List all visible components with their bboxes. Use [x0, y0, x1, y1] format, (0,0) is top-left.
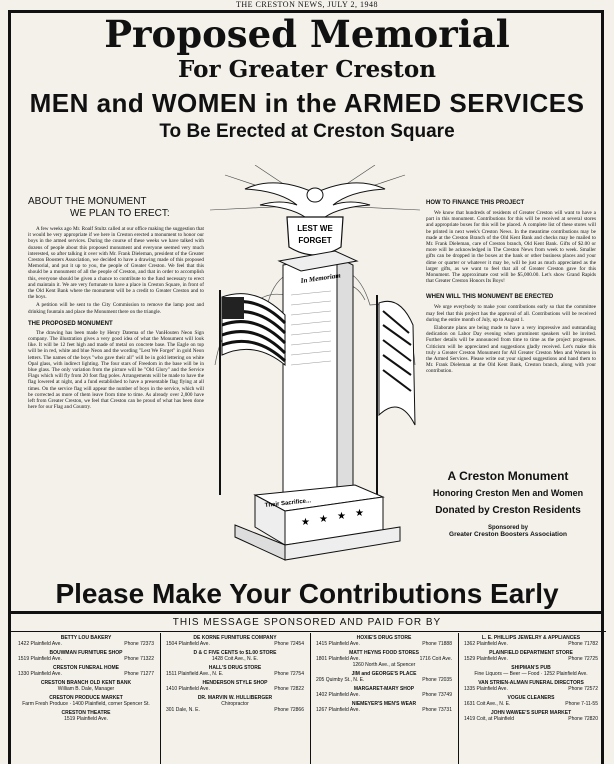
sponsor-entry: BOUWMAN FURNITURE SHOP 1519 Plainfield Ave. Phone 71322 [18, 650, 154, 662]
headline-for-greater-creston: For Greater Creston [178, 56, 436, 83]
creston-monument-box [416, 468, 600, 538]
base-inscription: Their Sacrifice... [264, 498, 312, 509]
sponsor-entry: NIEMEYER'S MEN'S WEAR 1267 Plainfield Ave. Phone 73731 [316, 701, 452, 713]
sponsor-divider-1 [160, 633, 161, 764]
creston-monument-title: A Creston Monument [447, 469, 569, 483]
sponsor-entry: MARGARET-MARY SHOP 1402 Plainfield Ave. Phone 73749 [316, 686, 452, 698]
contributions-banner: Please Make Your Contributions Early [55, 578, 559, 609]
proposed-monument-subheading: THE PROPOSED MONUMENT [28, 320, 113, 327]
proposed-monument-paragraph: The drawing has been made by Henry Datema of the VanHouten Neon Sign company. The illustration gives a very good idea of what the Monument will look like. It will be 12 feet high and made of metal on concrete base. The Eagle on top will be in red, white and blue Neon and the wording "Lest We Forget" in gold Neon letters. The names of the boys "who gave their all" will be in gold lettering on white Opal glass, with indirect lighting. The four stars of Freedom in the base will be in blue glass. The only variation from the picture will be "Old Glory" and the Service Flags which will fly from 20 foot flag poles. Arrangements will be made to have the flag lowered at night, and a fund established to have a presentable flag flying at all times. On the service flag will appear the number of boys in the service, which will be corrected as more of them leave from time to time. As already over 2,000 have left from Greater Creston, we feel that Creston can be proud of what has been done here for our Flag and Country. [28, 329, 204, 411]
erected-paragraph-2: Elaborate plans are being made to have a very impressive and outstanding dedication on Labor Day evening when prominent speakers will be invited. Further details will be announced from time to time as the project progresses. Criticism will be appreciated and suggestions gladly received. Let's make this truly a Greater Creston Monument for All Greater Creston Men and Women in the Armed Services. Please write out your signed suggestions and hand them to Mr. Frank Dieleman at the Old Kent Bank, Creston branch, along with your contribution. [426, 325, 596, 375]
sponsor-entry: HENDERSON STYLE SHOP 1410 Plainfield Ave. Phone 72822 [166, 680, 304, 692]
finance-subheading: HOW TO FINANCE THIS PROJECT [426, 200, 525, 206]
sponsor-entry: HOXIE'S DRUG STORE 1415 Plainfield Ave. Phone 71888 [316, 635, 452, 647]
about-paragraph: A few weeks ago Mr. Roalf Stultz called at our office making the suggestion that it would be very appropriate if we here in Creston erected a monument to honor our boys in the armed services. During the course of these weeks we have talked with dozens of people about this proposed monument and everyone seemed very much interested, so after talking it over with Mr. Frank Dieleman, president of the Greater Creston Boosters Association, we decided to have a drawing made of this proposed Memorial, and put it up to you, the people of Greater Creston. We feel that this should be a monument of all the people of Creston, and that in order to accomplish this, everyone should be given a chance to contribute to the fund necessary to erect and maintain it. We are very fortunate to have a place in Creston Square, in front of the Old Kent Bank where the monument will be a credit to Greater Creston and to the boys. [28, 226, 204, 301]
sponsor-entry-cont: 301 Dale, N. E. Phone 72866 [166, 707, 304, 713]
headline-creston-square: To Be Erected at Creston Square [159, 121, 455, 142]
sponsor-entry: DE KORNE FURNITURE COMPANY 1504 Plainfield Ave. Phone 72454 [166, 635, 304, 647]
sponsor-entry: JOHN WAWEE'S SUPER MARKET 1419 Coit, at Plainfield Phone 72820 [464, 710, 598, 722]
service-flag [377, 295, 415, 495]
sponsor-divider-3 [458, 633, 459, 764]
sponsor-entry: CRESTON FUNERAL HOME 1330 Plainfield Ave. Phone 71277 [18, 665, 154, 677]
sponsor-entry: PLAINFIELD DEPARTMENT STORE 1529 Plainfield Ave. Phone 72725 [464, 650, 598, 662]
sponsor-entry: CRESTON THEATRE 1519 Plainfield Ave. [61, 710, 111, 722]
headline-armed-services: MEN and WOMEN in the ARMED SERVICES [29, 88, 585, 118]
sponsor-column-2 [166, 635, 304, 713]
svg-text:★: ★ [355, 508, 364, 519]
sponsor-entry: SHIPMAN'S PUB Fine Liquors — Beer — Food · 1252 Plainfield Ave. [474, 665, 588, 677]
sponsor-entry-cont: 1260 North Ave., at Spencer [352, 662, 416, 668]
sponsor-entry: CRESTON BRANCH OLD KENT BANK William B. Dale, Manager [40, 680, 132, 692]
sponsor-entry: L. E. PHILLIPS JEWELRY & APPLIANCES 1362 Plainfield Ave. Phone 71782 [464, 635, 598, 647]
sponsor-entry: VAN STRIEN-ALMAN FUNERAL DIRECTORS 1335 Plainfield Ave. Phone 72572 [464, 680, 598, 692]
masthead: THE CRESTON NEWS, JULY 2, 1948 [236, 0, 378, 9]
plaque-lest-we: LEST WE [297, 224, 333, 233]
american-flag [220, 290, 285, 495]
sponsored-by-label: Sponsored by [487, 525, 528, 531]
donated-line: Donated by Creston Residents [435, 505, 581, 516]
svg-text:★: ★ [319, 514, 328, 525]
monument-illustration [205, 165, 425, 575]
erected-paragraph-1: We urge everybody to make your contributions early so that the committee may feel that this project has the approval of all. Contributions will be received during the entire month of July, up to August 1. [426, 304, 596, 323]
monument-base [235, 485, 400, 560]
sponsor-entry: JIM and GEORGE'S PLACE 205 Quimby St., N. E. Phone 72035 [316, 671, 452, 683]
sponsor-entry: MATT HEYNS FOOD STORES 1801 Plainfield Ave. 1716 Coit Ave. [316, 650, 452, 662]
sponsor-entry: DR. MARVIN W. HULLIBERGER Chiropractor [197, 695, 273, 707]
sponsor-entry: CRESTON PRODUCE MARKET Farm Fresh Produce · 1400 Plainfield, corner Spencer St. [22, 695, 150, 707]
sponsor-entry: BETTY LOU BAKERY 1422 Plainfield Ave. Phone 72373 [18, 635, 154, 647]
sponsor-column-1 [18, 635, 154, 725]
plaque-forget: FORGET [298, 236, 332, 245]
sponsor-entry: HALL'S DRUG STORE 1511 Plainfield Ave., N. E. Phone 72754 [166, 665, 304, 677]
left-column [28, 196, 204, 410]
honoring-line: Honoring Creston Men and Women [432, 488, 584, 498]
sponsor-entry: D & C FIVE CENTS to $1.00 STORE 1428 Coit Ave., N. E. [193, 650, 277, 662]
about-heading-2: WE PLAN TO ERECT: [70, 208, 170, 219]
sponsor-title: THIS MESSAGE SPONSORED AND PAID FOR BY [172, 617, 442, 628]
sponsor-rule [8, 631, 606, 632]
sponsor-column-4 [464, 635, 598, 722]
right-column [426, 200, 596, 375]
sponsor-column-3 [316, 635, 452, 713]
about-heading: ABOUT THE MONUMENT [28, 196, 147, 207]
headline-proposed-memorial: Proposed Memorial [104, 12, 510, 56]
shaft-inscription: In Memoriam [300, 271, 342, 285]
sponsor-entry: VOGUE CLEANERS 1631 Coit Ave., N. E. Phone 7-11-55 [464, 695, 598, 707]
svg-text:★: ★ [337, 511, 346, 522]
svg-text:★: ★ [301, 517, 310, 528]
erected-subheading: WHEN WILL THIS MONUMENT BE ERECTED [426, 294, 554, 301]
sponsor-divider-2 [310, 633, 311, 764]
petition-paragraph: A petition will be sent to the City Commission to remove the lamp post and drinking fountain and place the Monument there on the triangle. [28, 302, 204, 315]
monument-shaft [279, 251, 357, 510]
finance-paragraph: We know that hundreds of residents of Greater Creston will want to have a part in this monument. Contributions for this will be received at several stores and appropriate boxes for this will be placed. A complete list of these stores will be printed in next week's Creston News. In the meantime contributions may be made at the Creston Branch of the Old Kent Bank and checks may be mailed to Mr. Frank Dieleman, care of Creston branch, Old Kent Bank. Gifts of $2.00 or more will be acknowledged in The Creston News from week to week. Smaller gifts can be dropped in the boxes at the bank or other business places and your dime or quarter or whatever it may be, will be just as much appreciated as the larger gifts, as we want to feel that all of Greater Creston gave for this Monument. The approximate cost will be $5,000.00. Let's show Grand Rapids that Greater Creston Honors Its Boys! [426, 210, 596, 285]
boosters-association: Greater Creston Boosters Association [449, 531, 567, 538]
